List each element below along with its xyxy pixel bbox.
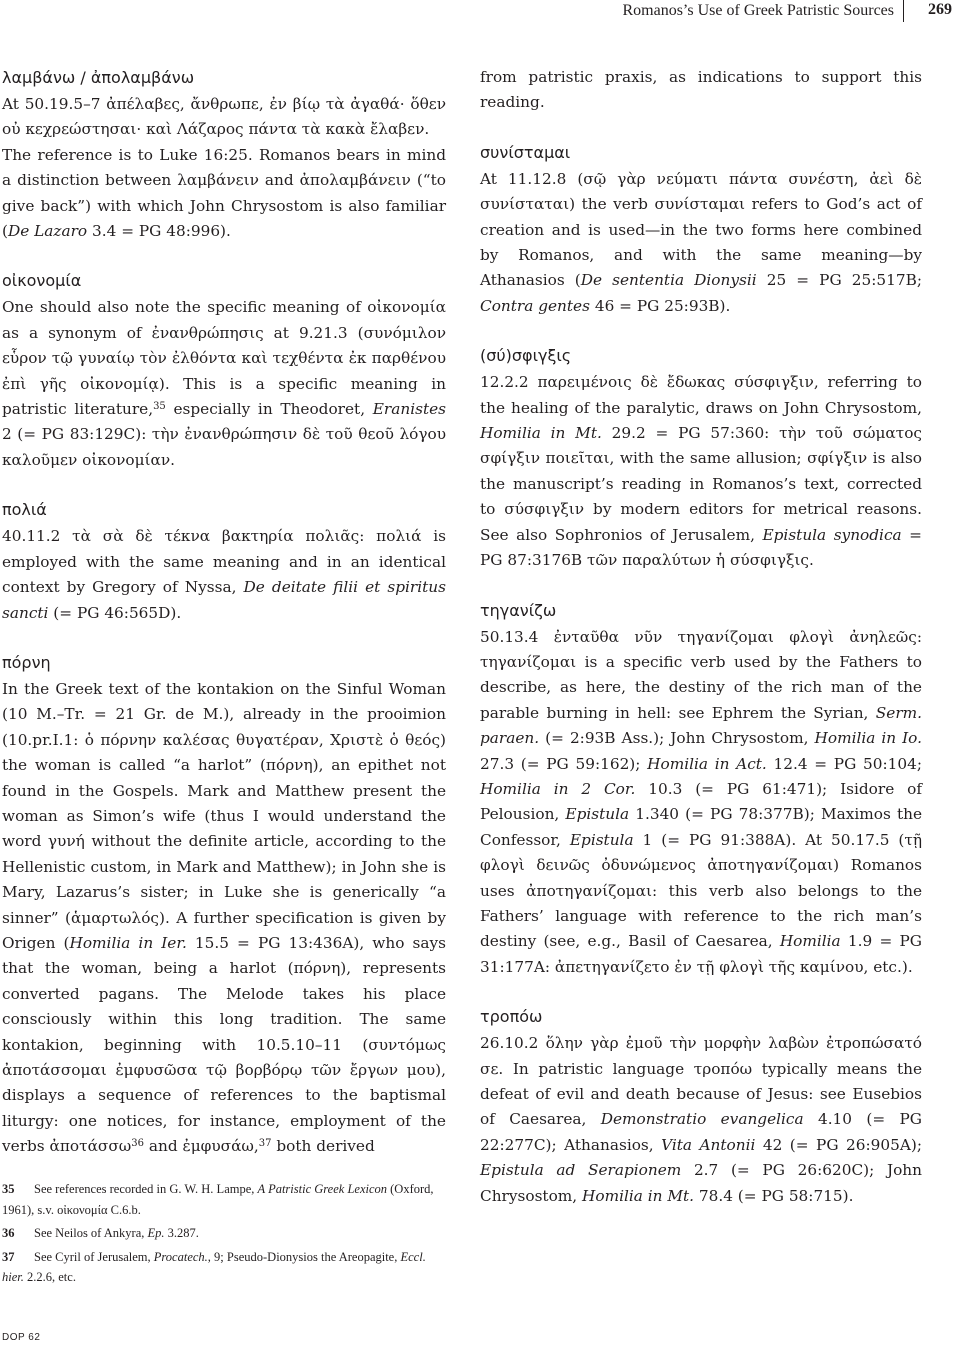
page-number: 269 <box>928 1 952 18</box>
left-column <box>2 65 446 1160</box>
entry-heading-tropoo: τροπόω <box>480 1007 543 1027</box>
entry-body-polia: 40.11.2 τὰ σὰ δὲ τέκνα βακτηρία πολιᾶς: πολιά is employed with the same meaning and in an identical context by Gregory of Nyssa, De deitate filii et spiritus sancti (= PG 46:565D). <box>2 527 446 622</box>
footnote-36: 36 See Neilos of Ankyra, Ep. 3.287. <box>2 1226 199 1240</box>
entry-body-porne: In the Greek text of the kontakion on the Sinful Woman (10 M.–Tr. = 21 Gr. de M.), already in the prooimion (10.pr.I.1: ὁ πόρνην καλέσας θυγατέραν, Χριστὲ ὁ θεός) the woman is called “a harlot” (πόρνη), an epithet not found in the Gospels. Mark and Matthew present the woman as Simon’s wife (thus I would understand the word γυνή without the definite article, according to the Hellenistic custom, in Mark and Matthew); in John she is Mary, Lazarus’s sister; in Luke she is generically “a sinner” (ἁμαρτωλός). A further specification is given by Origen (Homilia in Ier. 15.5 = PG 13:436A), who says that the woman, being a harlot (πόρνη), represents converted pagans. The Melode takes his place consciously within this long tradition. The same kontakion, beginning with 10.5.10–11 (συντόμως ἀποτάσσομαι ἐμφυσῶσα τῷ βορβόρῳ τῶν ἔργων μου), displays a sequence of references to the baptismal liturgy: one notices, for instance, employment of the verbs ἀποτάσσω$^{36}$ and ἐμφυσάω,$^{37}$ both derived <box>2 679 446 1156</box>
entry-body-teganizo: 50.13.4 ἐνταῦθα νῦν τηγανίζομαι φλογὶ ἀνηλεῶς: τηγανίζομαι is a specific verb used by the Fathers to describe, as here, the destiny of the rich man of the parable burning in hell: see Ephrem the Syrian, Serm. paraen. (= 2:93B Ass.); John Chrysostom, Homilia in Io. 27.3 (= PG 59:162); Homilia in Act. 12.4 = PG 50:104; Homilia in 2 Cor. 10.3 (= PG 61:471); Isidore of Pelousion, Epistula 1.340 (= PG 78:377B); Maximos the Confessor, Epistula 1 (= PG 91:388A). At 50.17.5 (τῇ φλογὶ δεινῶς ὀδυνώμενος ἀποτηγανίζομαι) Romanos uses ἀποτηγανίζομαι: this verb also belongs to the Fathers’ language with reference to the rich man’s destiny (see, e.g., Basil of Caesarea, Homilia 1.9 = PG 31:177A: ἀπετηγανίζετο ἐν τῇ φλογὶ τῆς καμίνου, etc.). <box>480 627 922 976</box>
entry-body-synistamai: At 11.12.8 (σῷ γὰρ νεύματι πάντα συνέστη, ἀεὶ δὲ συνίσταται) the verb συνίσταμαι refers to God’s act of creation and is used—in the two forms here combined by Romanos, and with the same meaning—by Athanasios (De sententia Dionysii 25 = PG 25:517B; Contra gentes 46 = PG 25:93B). <box>480 169 922 315</box>
entry-heading-polia: πολιά <box>2 500 47 520</box>
entry-body-tropoo: 26.10.2 ὅλην γὰρ ἐμοῦ τὴν μορφὴν λαβὼν ἐτροπώσατό σε. In patristic language τροπόω typically means the defeat of evil and death because of Jesus: see Eusebios of Caesarea, Demonstratio evangelica 4.10 (= PG 22:277C); Athanasios, Vita Antonii 42 (= PG 26:905A); Epistula ad Serapionem 2.7 (= PG 26:620C); John Chrysostom, Homilia in Mt. 78.4 (= PG 58:715). <box>480 1034 922 1205</box>
entry-heading-teganizo: τηγανίζω <box>480 600 557 620</box>
running-title: Romanos’s Use of Greek Patristic Sources <box>622 2 894 19</box>
entry-heading-porne: πόρνη <box>2 652 51 672</box>
header-divider <box>903 0 904 22</box>
entry-heading-synistamai: συνίσταμαι <box>480 142 571 162</box>
entry-body-lambano: The reference is to Luke 16:25. Romanos bears in mind a distinction between λαμβάνειν and ἀπολαμβάνειν (“to give back”) with which John Chrysostom is also familiar (De Lazaro 3.4 = PG 48:996). <box>2 145 446 241</box>
journal-footer: DOP 62 <box>2 1332 41 1343</box>
footnote-ref-37[interactable]: 37 <box>258 1138 272 1150</box>
entry-body-porne-continued: from patristic praxis, as indications to support this reading. <box>480 68 922 112</box>
footnote-ref-35[interactable]: 35 <box>153 401 166 413</box>
entry-body-lambano-quote: At 50.19.5–7 ἀπέλαβες, ἄνθρωπε, ἐν βίῳ τὰ ἀγαθά· ὅθεν οὐ κεχρεώστησαι· καὶ Λάζαρος πάντα τὰ κακὰ ἔλαβεν. <box>2 95 446 139</box>
entry-heading-sysphigxis: (σύ)σφιγξις <box>480 346 572 366</box>
footnote-35: 35 See references recorded in G. W. H. Lampe, A Patristic Greek Lexicon (Oxford, 1961), s.v. οἰκονομία C.6.b. <box>2 1182 434 1217</box>
footnotes <box>2 1179 446 1291</box>
running-header <box>0 0 960 24</box>
entry-body-oikonomia: One should also note the specific meaning of οἰκονομία as a synonym of ἐνανθρώπησις at 9.21.3 (συνόμιλον εὗρον τῷ γυναίῳ τὸν ἐλθόντα καὶ τεχθέντα ἐκ παρθένου ἐπὶ γῆς οἰκονομίᾳ). This is a specific meaning in patristic literature,$^{35}$ especially in Theodoret, Eranistes 2 (= PG 83:129C): τὴν ἐνανθρώπησιν δὲ τοῦ θεοῦ λόγου καλοῦμεν οἰκονομίαν. <box>2 298 446 469</box>
footnote-ref-36[interactable]: 36 <box>131 1138 144 1150</box>
right-column <box>480 65 922 1209</box>
entry-body-sysphigxis: 12.2.2 παρειμένοις δὲ ἔδωκας σύσφιγξιν, referring to the healing of the paralytic, draws on John Chrysostom, Homilia in Mt. 29.2 = PG 57:360: τὴν τοῦ σώματος σφίγξιν ποιεῖται, with the same allusion; σφίγξιν is also the manuscript’s reading in Romanos’s text, corrected to σύσφιγξιν by modern editors for metrical reasons. See also Sophronios of Jerusalem, Epistula synodica = PG 87:3176B τῶν παραλύτων ἡ σύσφιγξις. <box>480 373 923 570</box>
entry-heading-oikonomia: οἰκονομία <box>2 271 82 291</box>
entry-heading-lambano: λαμβάνω / ἀπολαμβάνω <box>2 68 195 87</box>
footnote-37: 37 See Cyril of Jerusalem, Procatech., 9; Pseudo-Dionysios the Areopagite, Eccl. hier. 2.2.6, etc. <box>2 1249 426 1284</box>
